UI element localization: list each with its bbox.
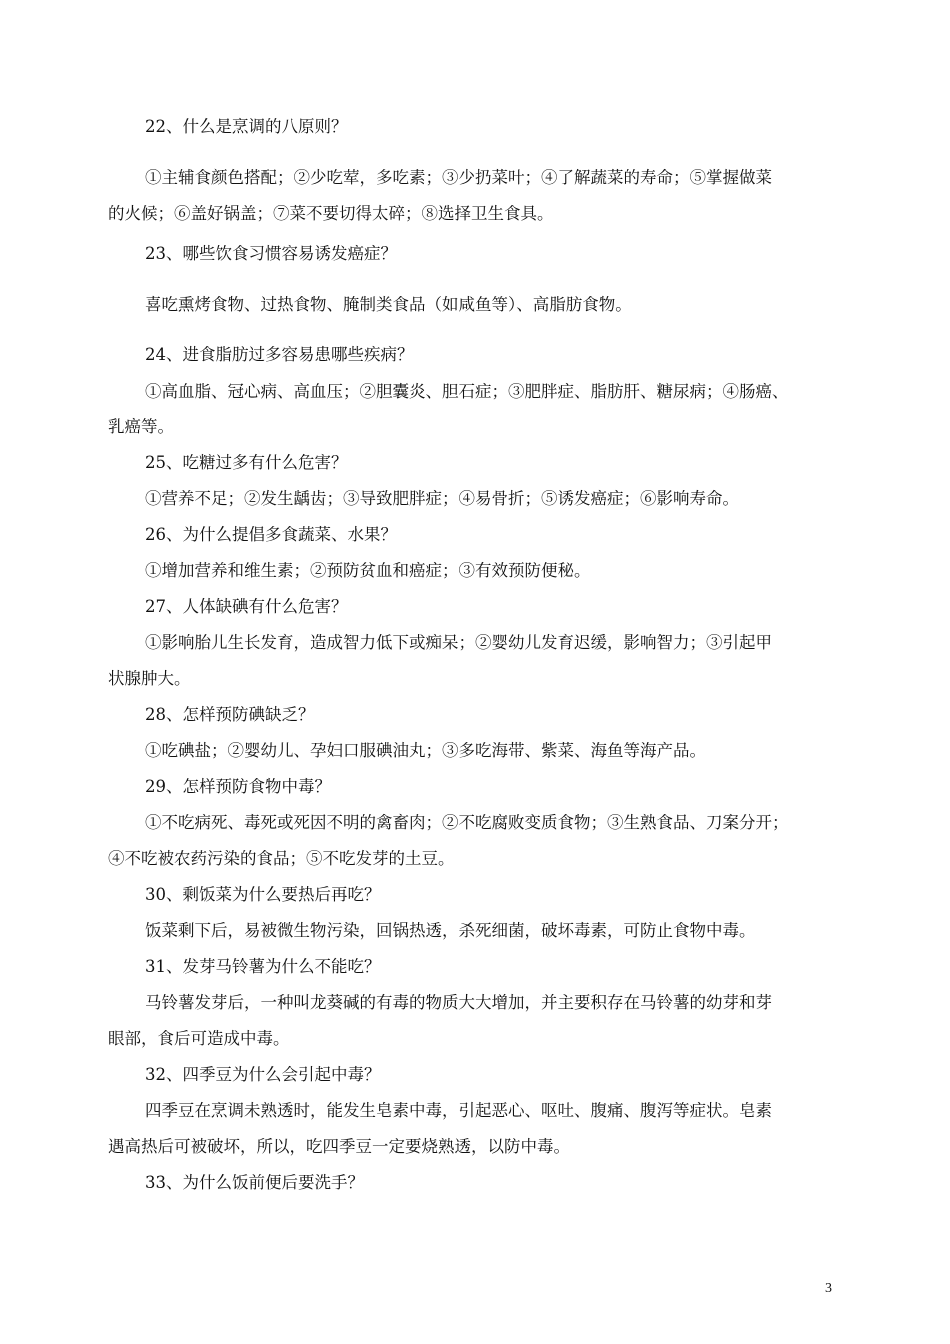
answer-24-line-2: 乳癌等。: [108, 417, 174, 436]
question-31: 31、发芽马铃薯为什么不能吃？: [145, 957, 381, 976]
question-33: 33、为什么饭前便后要洗手？: [145, 1173, 364, 1192]
question-22: 22、什么是烹调的八原则？: [145, 117, 348, 136]
answer-27-line-2: 状腺肿大。: [108, 669, 191, 688]
page-number: 3: [825, 1281, 832, 1296]
question-30: 30、剩饭菜为什么要热后再吃？: [145, 885, 381, 904]
question-26: 26、为什么提倡多食蔬菜、水果？: [145, 525, 397, 544]
question-23: 23、哪些饮食习惯容易诱发癌症？: [145, 244, 397, 263]
answer-23: 喜吃熏烤食物、过热食物、腌制类食品（如咸鱼等）、高脂肪食物。: [145, 295, 632, 314]
answer-27-line-1: ①影响胎儿生长发育，造成智力低下或痴呆；②婴幼儿发育迟缓，影响智力；③引起甲: [145, 633, 772, 652]
answer-31-line-2: 眼部，食后可造成中毒。: [108, 1029, 290, 1048]
answer-25: ①营养不足；②发生龋齿；③导致肥胖症；④易骨折；⑤诱发癌症；⑥影响寿命。: [145, 489, 739, 508]
answer-22-line-2: 的火候；⑥盖好锅盖；⑦菜不要切得太碎；⑧选择卫生食具。: [108, 204, 554, 223]
question-24: 24、进食脂肪过多容易患哪些疾病？: [145, 345, 414, 364]
answer-22-line-1: ①主辅食颜色搭配；②少吃荤，多吃素；③少扔菜叶；④了解蔬菜的寿命；⑤掌握做菜: [145, 168, 772, 187]
question-28: 28、怎样预防碘缺乏？: [145, 705, 315, 724]
answer-29-line-2: ④不吃被农药污染的食品；⑤不吃发芽的土豆。: [108, 849, 455, 868]
answer-28: ①吃碘盐；②婴幼儿、孕妇口服碘油丸；③多吃海带、紫菜、海鱼等海产品。: [145, 741, 706, 760]
answer-32-line-2: 遇高热后可被破坏，所以，吃四季豆一定要烧熟透，以防中毒。: [108, 1137, 570, 1156]
question-32: 32、四季豆为什么会引起中毒？: [145, 1065, 381, 1084]
question-25: 25、吃糖过多有什么危害？: [145, 453, 348, 472]
answer-31-line-1: 马铃薯发芽后，一种叫龙葵碱的有毒的物质大大增加，并主要积存在马铃薯的幼芽和芽: [145, 993, 772, 1012]
answer-30: 饭菜剩下后，易被微生物污染，回锅热透，杀死细菌，破坏毒素，可防止食物中毒。: [145, 921, 756, 940]
answer-29-line-1: ①不吃病死、毒死或死因不明的禽畜肉；②不吃腐败变质食物；③生熟食品、刀案分开；: [145, 813, 789, 832]
answer-32-line-1: 四季豆在烹调未熟透时，能发生皂素中毒，引起恶心、呕吐、腹痛、腹泻等症状。皂素: [145, 1101, 772, 1120]
question-27: 27、人体缺碘有什么危害？: [145, 597, 348, 616]
answer-26: ①增加营养和维生素；②预防贫血和癌症；③有效预防便秘。: [145, 561, 591, 580]
answer-24-line-1: ①高血脂、冠心病、高血压；②胆囊炎、胆石症；③肥胖症、脂肪肝、糖尿病；④肠癌、: [145, 382, 789, 401]
question-29: 29、怎样预防食物中毒？: [145, 777, 331, 796]
